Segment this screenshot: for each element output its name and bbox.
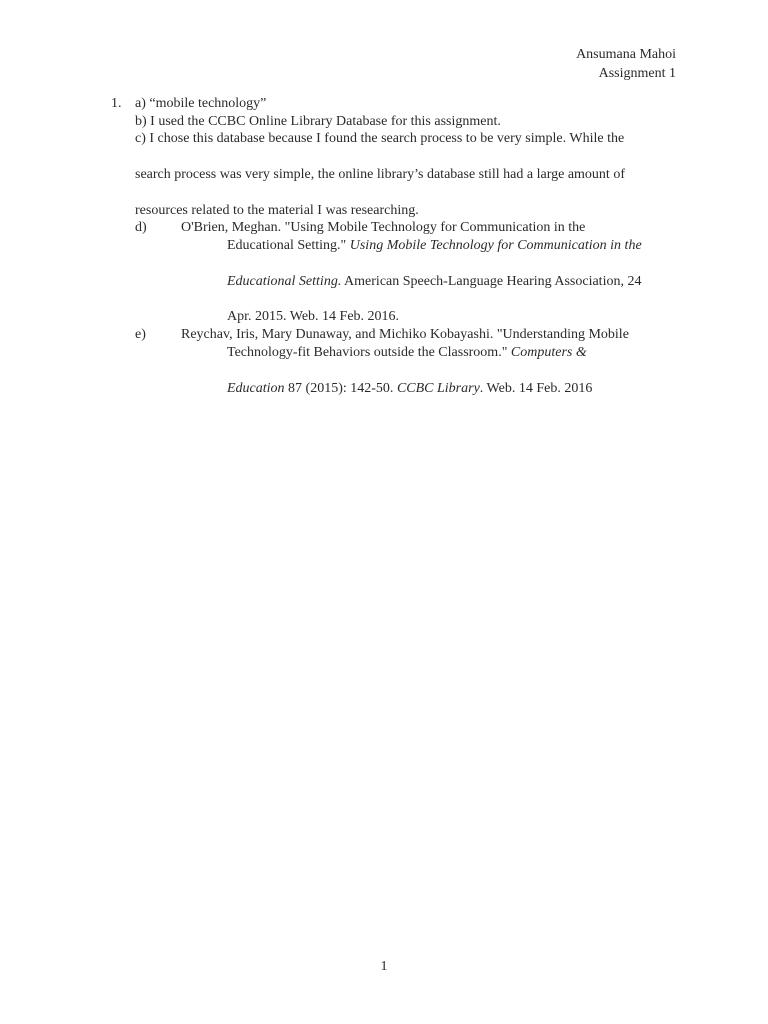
citation-e-line-1: Reychav, Iris, Mary Dunaway, and Michiko Kobayashi. "Understanding Mobile: [181, 327, 629, 342]
citation-d-line-2-text: Educational Setting.": [227, 238, 350, 253]
citation-e-line-3-end: . Web. 14 Feb. 2016: [479, 381, 593, 396]
answer-d-label: d): [135, 220, 147, 235]
citation-e-journal-italic-cont: Education: [227, 381, 285, 396]
citation-e-line-2: [227, 344, 587, 362]
answer-c-line-1: c) I chose this database because I found the search process to be very simple. While the: [135, 131, 625, 146]
citation-e-line-2-text: Technology-fit Behaviors outside the Classroom.": [227, 345, 511, 360]
author-name: Ansumana Mahoi: [576, 47, 676, 62]
answer-c-line-3: resources related to the material I was researching.: [135, 203, 419, 218]
answer-e-label: e): [135, 327, 146, 342]
item-number: 1.: [111, 96, 122, 111]
citation-d-line-4: Apr. 2015. Web. 14 Feb. 2016.: [227, 309, 400, 324]
citation-d-line-3-text: American Speech-Language Hearing Association, 24: [341, 274, 642, 289]
citation-e-database-italic: CCBC Library: [396, 381, 480, 396]
answer-c-line-2: search process was very simple, the online library’s database still had a large amount of: [135, 167, 625, 182]
citation-e-line-3-text: 87 (2015): 142-50.: [284, 381, 397, 396]
citation-d-line-1: O'Brien, Meghan. "Using Mobile Technology for Communication in the: [181, 220, 586, 235]
page-number: 1: [380, 959, 388, 974]
citation-d-title-italic-cont: Educational Setting.: [227, 274, 342, 289]
assignment-title: Assignment 1: [598, 66, 676, 81]
citation-d-line-2: [227, 237, 642, 255]
citation-d-title-italic: Using Mobile Technology for Communication in the: [349, 238, 642, 253]
citation-e-line-3: [227, 380, 592, 398]
citation-d-line-3: [227, 273, 641, 291]
answer-a: a) “mobile technology”: [135, 96, 267, 111]
citation-e-journal-italic: Computers &: [510, 345, 587, 360]
answer-b: b) I used the CCBC Online Library Database for this assignment.: [135, 114, 501, 129]
